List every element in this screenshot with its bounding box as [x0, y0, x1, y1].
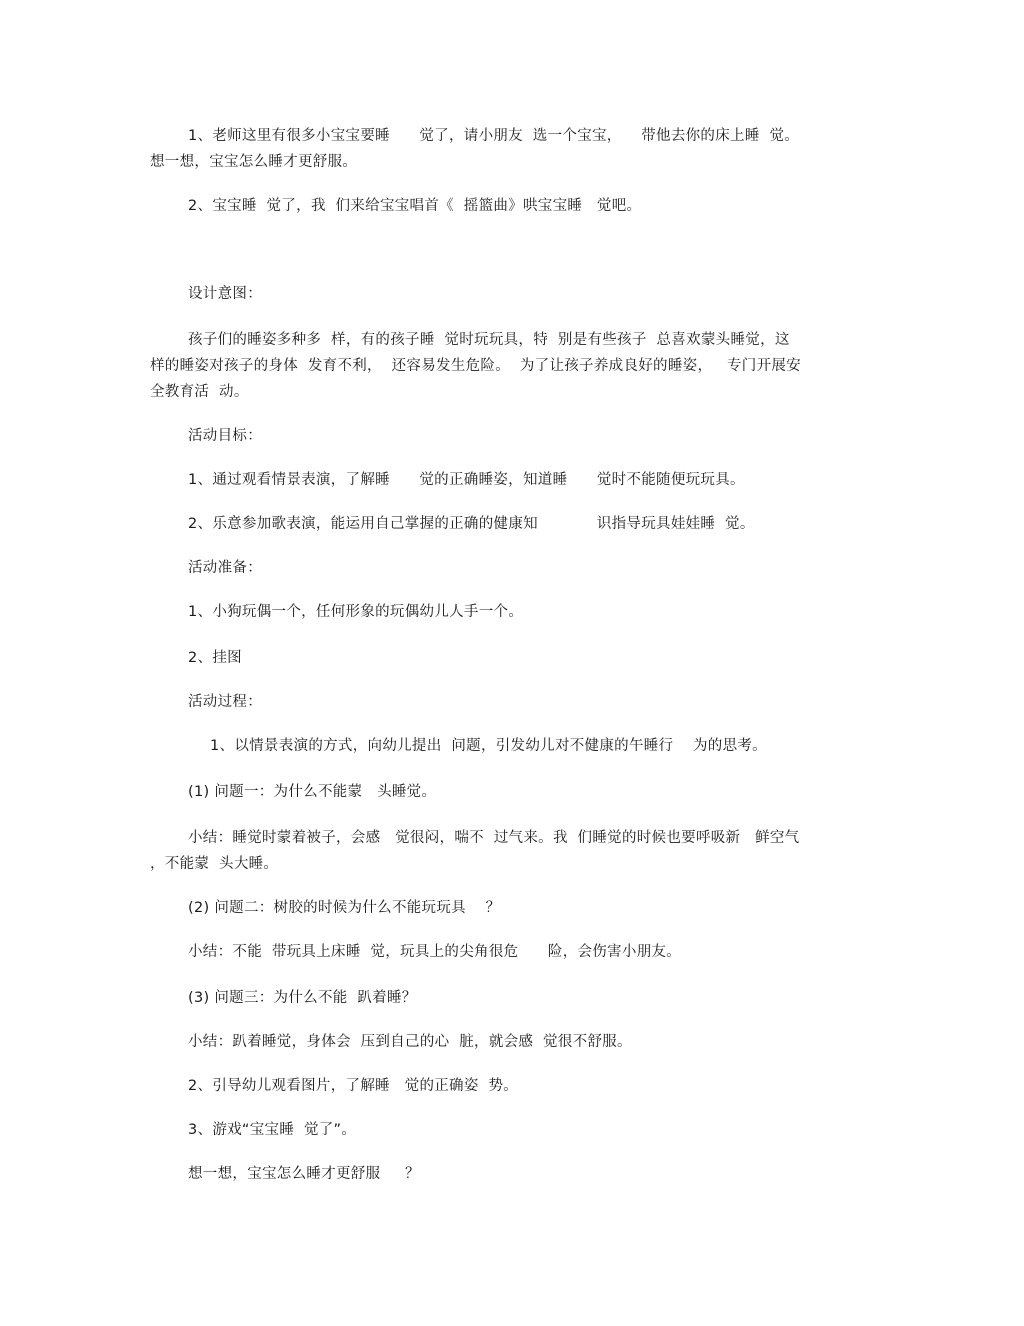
design-line-2: 样的睡姿对孩子的身体 发育不利， 还容易发生危险。 为了让孩子养成良好的睡姿， 专门开展安 [150, 358, 801, 374]
process-summary-2: 小结：不能 带玩具上床睡 觉，玩具上的尖角很危 险，会伤害小朋友。 [188, 944, 682, 960]
process-summary-1-line-1: 小结：睡觉时蒙着被子，会感 觉很闷，喘不 过气来。我 们睡觉的时候也要呼吸新 鲜空气 [188, 830, 800, 846]
process-step-3: 3、游戏“宝宝睡 觉了”。 [188, 1122, 357, 1138]
goals-item-1: 1、通过观看情景表演，了解睡 觉的正确睡姿，知道睡 觉时不能随便玩玩具。 [188, 472, 745, 488]
process-heading: 活动过程： [188, 694, 262, 710]
process-question-2: (2) 问题二：树胶的时候为什么不能玩玩具 ？ [188, 900, 501, 916]
prep-item-2: 2、挂图 [188, 650, 242, 666]
design-line-1: 孩子们的睡姿多种多 样，有的孩子睡 觉时玩玩具，特 别是有些孩子 总喜欢蒙头睡觉，这 [188, 332, 790, 348]
design-line-3: 全教育活 动。 [150, 384, 249, 400]
process-question-3: (3) 问题三：为什么不能 趴着睡？ [188, 990, 417, 1006]
intro-line-3: 2、宝宝睡 觉了，我 们来给宝宝唱首《 摇篮曲》哄宝宝睡 觉吧。 [188, 198, 642, 214]
process-step-1: 1、以情景表演的方式，向幼儿提出 问题，引发幼儿对不健康的午睡行 为的思考。 [210, 738, 767, 754]
process-summary-3: 小结：趴着睡觉，身体会 压到自己的心 脏，就会感 觉很不舒服。 [188, 1034, 632, 1050]
design-heading: 设计意图： [188, 286, 262, 302]
goals-heading: 活动目标： [188, 428, 262, 444]
process-question-1: (1) 问题一：为什么不能蒙 头睡觉。 [188, 784, 437, 800]
process-summary-1-line-2: ，不能蒙 头大睡。 [150, 856, 279, 872]
prep-heading: 活动准备： [188, 560, 262, 576]
prep-item-1: 1、小狗玩偶一个，任何形象的玩偶幼儿人手一个。 [188, 604, 524, 620]
goals-item-2: 2、乐意参加歌表演，能运用自己掌握的正确的健康知 识指导玩具娃娃睡 觉。 [188, 516, 755, 532]
process-closing-question: 想一想，宝宝怎么睡才更舒服 ？ [188, 1166, 420, 1182]
process-step-2: 2、引导幼儿观看图片，了解睡 觉的正确姿 势。 [188, 1078, 519, 1094]
intro-line-1: 1、老师这里有很多小宝宝要睡 觉了，请小朋友 选一个宝宝， 带他去你的床上睡 觉。 [188, 128, 800, 144]
intro-line-2: 想一想，宝宝怎么睡才更舒服。 [150, 154, 358, 170]
